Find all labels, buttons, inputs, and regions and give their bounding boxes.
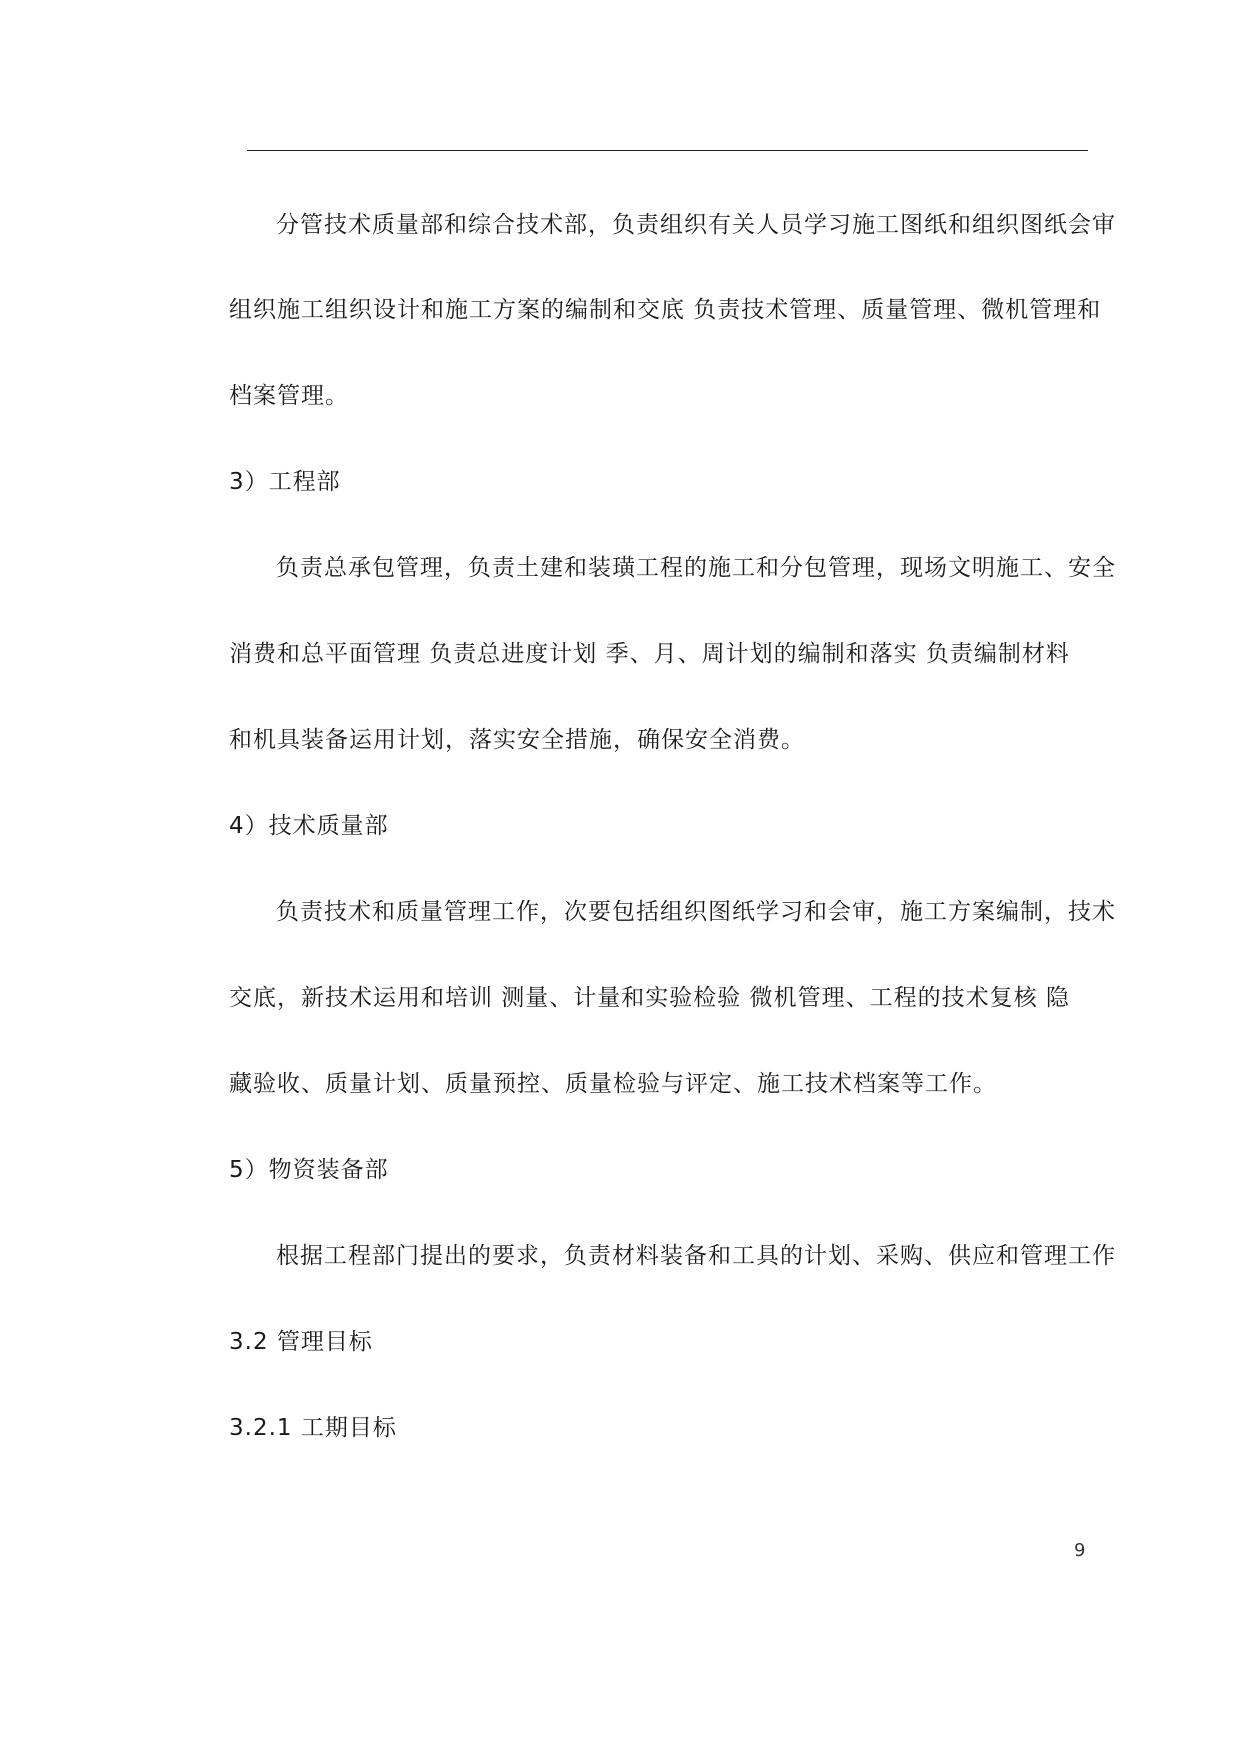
paragraph-line: 藏验收、质量计划、质量预控、质量检验与评定、施工技术档案等工作。 — [229, 1071, 997, 1097]
paragraph-line: 负责技术和质量管理工作，次要包括组织图纸学习和会审，施工方案编制，技术 — [276, 899, 1116, 925]
paragraph-line: 和机具装备运用计划，落实安全措施，确保安全消费。 — [229, 727, 805, 753]
paragraph-line: 档案管理。 — [229, 383, 349, 409]
paragraph-line: 消费和总平面管理 负责总进度计划 季、月、周计划的编制和落实 负责编制材料 — [229, 641, 1070, 667]
page-number: 9 — [1074, 1540, 1086, 1561]
paragraph-line: 分管技术质量部和综合技术部，负责组织有关人员学习施工图纸和组织图纸会审 — [276, 212, 1116, 238]
header-divider — [247, 150, 1088, 151]
section-heading: 3.2 管理目标 — [229, 1329, 373, 1355]
paragraph-line: 负责总承包管理，负责土建和装璜工程的施工和分包管理，现场文明施工、安全 — [276, 555, 1116, 581]
paragraph-line: 交底，新技术运用和培训 测量、计量和实验检验 微机管理、工程的技术复核 隐 — [229, 985, 1070, 1011]
section-heading: 4）技术质量部 — [229, 813, 389, 839]
subsection-heading: 3.2.1 工期目标 — [229, 1415, 397, 1441]
section-heading: 3）工程部 — [229, 469, 341, 495]
paragraph-line: 根据工程部门提出的要求，负责材料装备和工具的计划、采购、供应和管理工作 — [276, 1243, 1116, 1269]
paragraph-line: 组织施工组织设计和施工方案的编制和交底 负责技术管理、质量管理、微机管理和 — [229, 297, 1102, 323]
section-heading: 5）物资装备部 — [229, 1157, 389, 1183]
